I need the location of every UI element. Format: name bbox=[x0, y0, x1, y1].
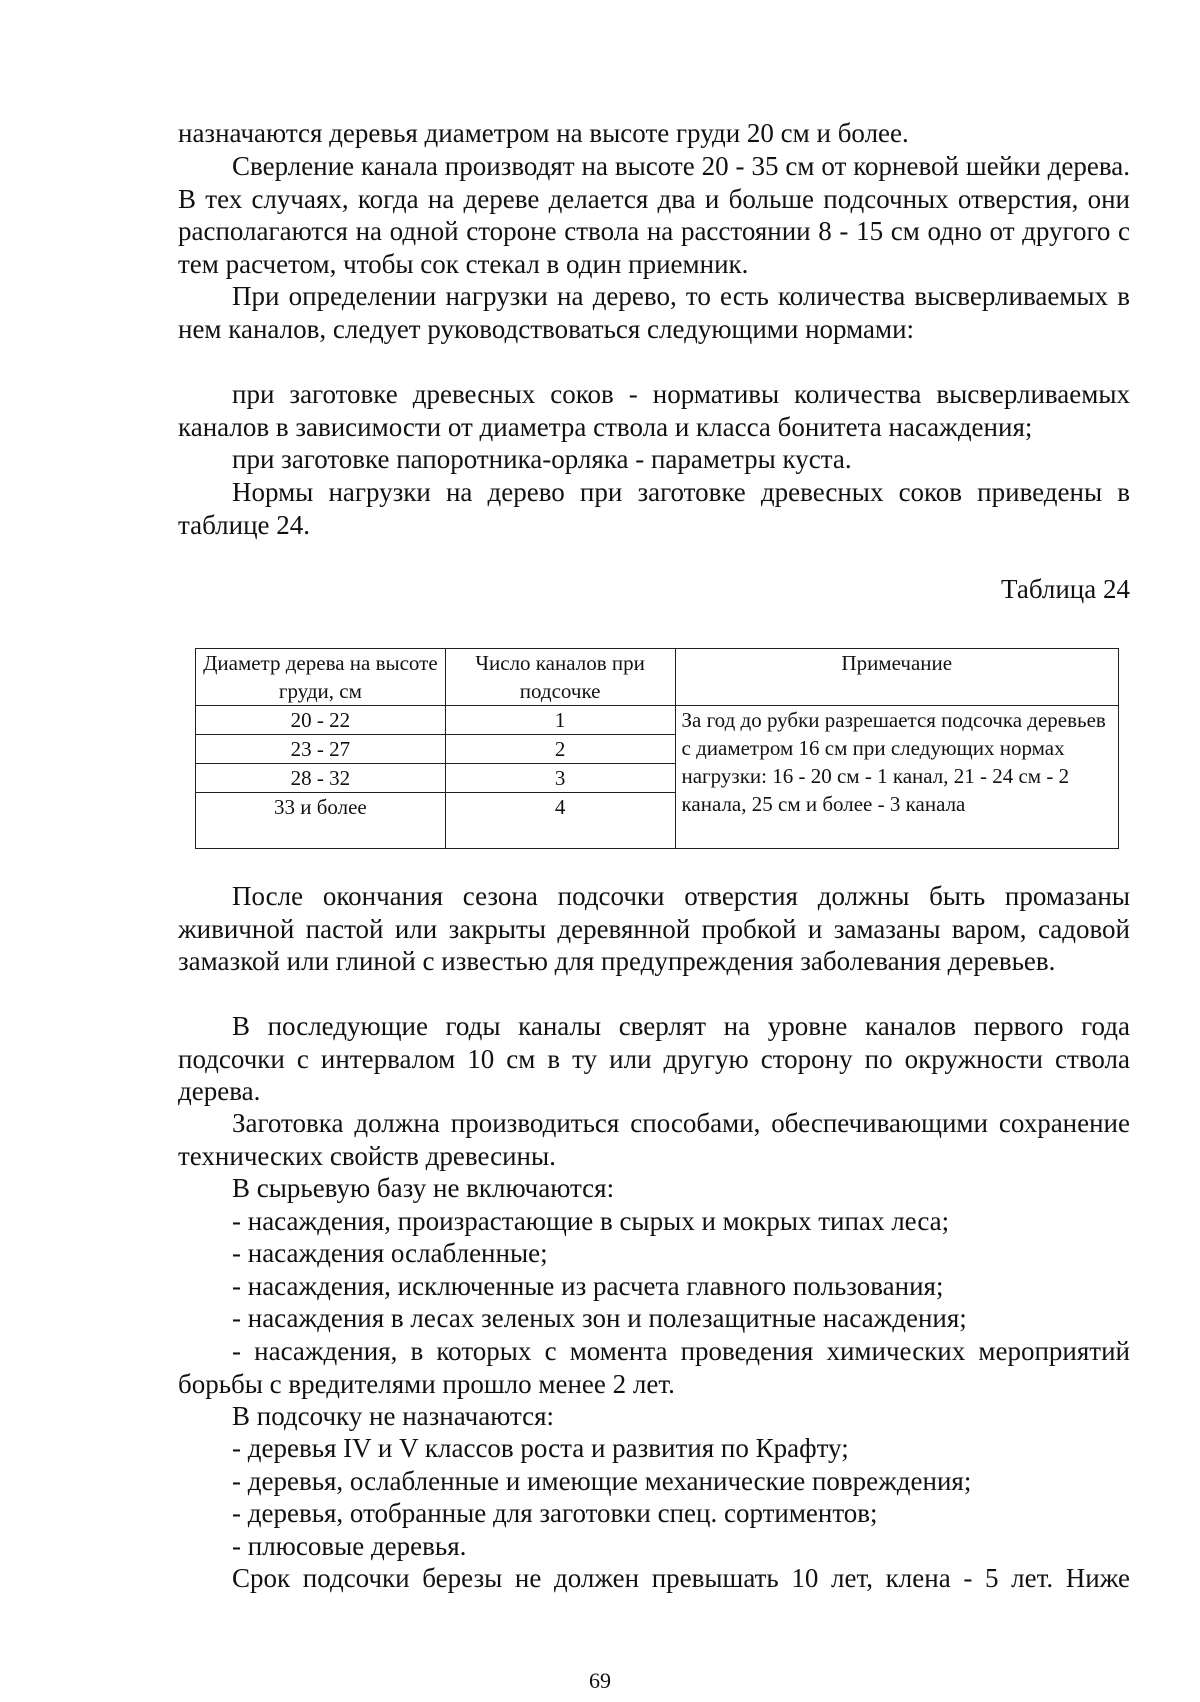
cell-diameter: 33 и более bbox=[196, 793, 446, 849]
header-note: Примечание bbox=[675, 649, 1119, 706]
table-24 bbox=[195, 648, 1119, 849]
cell-diameter: 20 - 22 bbox=[196, 706, 446, 735]
table-header-row bbox=[196, 649, 1119, 706]
paragraph: Сверление канала производят на высоте 20 - 35 см от корневой шейки дерева. В тех случаях, когда на дереве делается два и больше подсочных отверстия, они располагаются на одной стороне ствола на расстоянии 8 - 15 см одно от другого с тем расчетом, чтобы сок стекал в один приемник. bbox=[178, 151, 1130, 279]
list-item: - насаждения, произрастающие в сырых и мокрых типах леса; bbox=[232, 1206, 950, 1236]
cell-diameter: 28 - 32 bbox=[196, 764, 446, 793]
table-caption: Таблица 24 bbox=[1001, 574, 1130, 604]
paragraph: Срок подсочки березы не должен превышать 10 лет, клена - 5 лет. Ниже bbox=[232, 1563, 1130, 1593]
list-item: - насаждения, в которых с момента проведения химических мероприятий борьбы с вредителями прошло менее 2 лет. bbox=[178, 1336, 1130, 1399]
list-item: - насаждения ослабленные; bbox=[232, 1238, 548, 1268]
cell-diameter: 23 - 27 bbox=[196, 735, 446, 764]
paragraph: В последующие годы каналы сверлят на уровне каналов первого года подсочки с интервалом 10 см в ту или другую сторону по окружности ствола дерева. bbox=[178, 1011, 1130, 1106]
table-row bbox=[196, 706, 1119, 735]
list-item: - деревья, ослабленные и имеющие механические повреждения; bbox=[232, 1466, 972, 1496]
cell-channels: 1 bbox=[445, 706, 675, 735]
cell-channels: 2 bbox=[445, 735, 675, 764]
header-channels: Число каналов при подсочке bbox=[445, 649, 675, 706]
cell-note: За год до рубки разрешается подсочка деревьев с диаметром 16 см при следующих нормах нагрузки: 16 - 20 см - 1 канал, 21 - 24 см - 2 канала, 25 см и более - 3 канала bbox=[675, 706, 1119, 849]
list-heading: В подсочку не назначаются: bbox=[232, 1401, 555, 1431]
page-number: 69 bbox=[589, 1668, 611, 1693]
list-heading: В сырьевую базу не включаются: bbox=[232, 1173, 615, 1203]
header-diameter: Диаметр дерева на высоте груди, см bbox=[196, 649, 446, 706]
list-item: - деревья IV и V классов роста и развития по Крафту; bbox=[232, 1433, 849, 1463]
cell-channels: 4 bbox=[445, 793, 675, 849]
list-item: - насаждения, исключенные из расчета главного пользования; bbox=[232, 1271, 944, 1301]
list-item: - плюсовые деревья. bbox=[232, 1531, 467, 1561]
list-item: - насаждения в лесах зеленых зон и полезащитные насаждения; bbox=[232, 1303, 967, 1333]
cell-channels: 3 bbox=[445, 764, 675, 793]
list-item: - деревья, отобранные для заготовки спец. сортиментов; bbox=[232, 1498, 878, 1528]
paragraph: При определении нагрузки на дерево, то есть количества высверливаемых в нем каналов, следует руководствоваться следующими нормами: bbox=[178, 281, 1130, 344]
paragraph: при заготовке папоротника-орляка - параметры куста. bbox=[232, 444, 852, 474]
paragraph: После окончания сезона подсочки отверстия должны быть промазаны живичной пастой или закрыты деревянной пробкой и замазаны варом, садовой замазкой или глиной с известью для предупреждения заболевания деревьев. bbox=[178, 881, 1130, 976]
paragraph: назначаются деревья диаметром на высоте груди 20 см и более. bbox=[178, 118, 909, 148]
paragraph: Нормы нагрузки на дерево при заготовке древесных соков приведены в таблице 24. bbox=[178, 477, 1130, 540]
paragraph: Заготовка должна производиться способами, обеспечивающими сохранение технических свойств древесины. bbox=[178, 1108, 1130, 1171]
paragraph: при заготовке древесных соков - нормативы количества высверливаемых каналов в зависимости от диаметра ствола и класса бонитета насаждения; bbox=[178, 379, 1130, 442]
